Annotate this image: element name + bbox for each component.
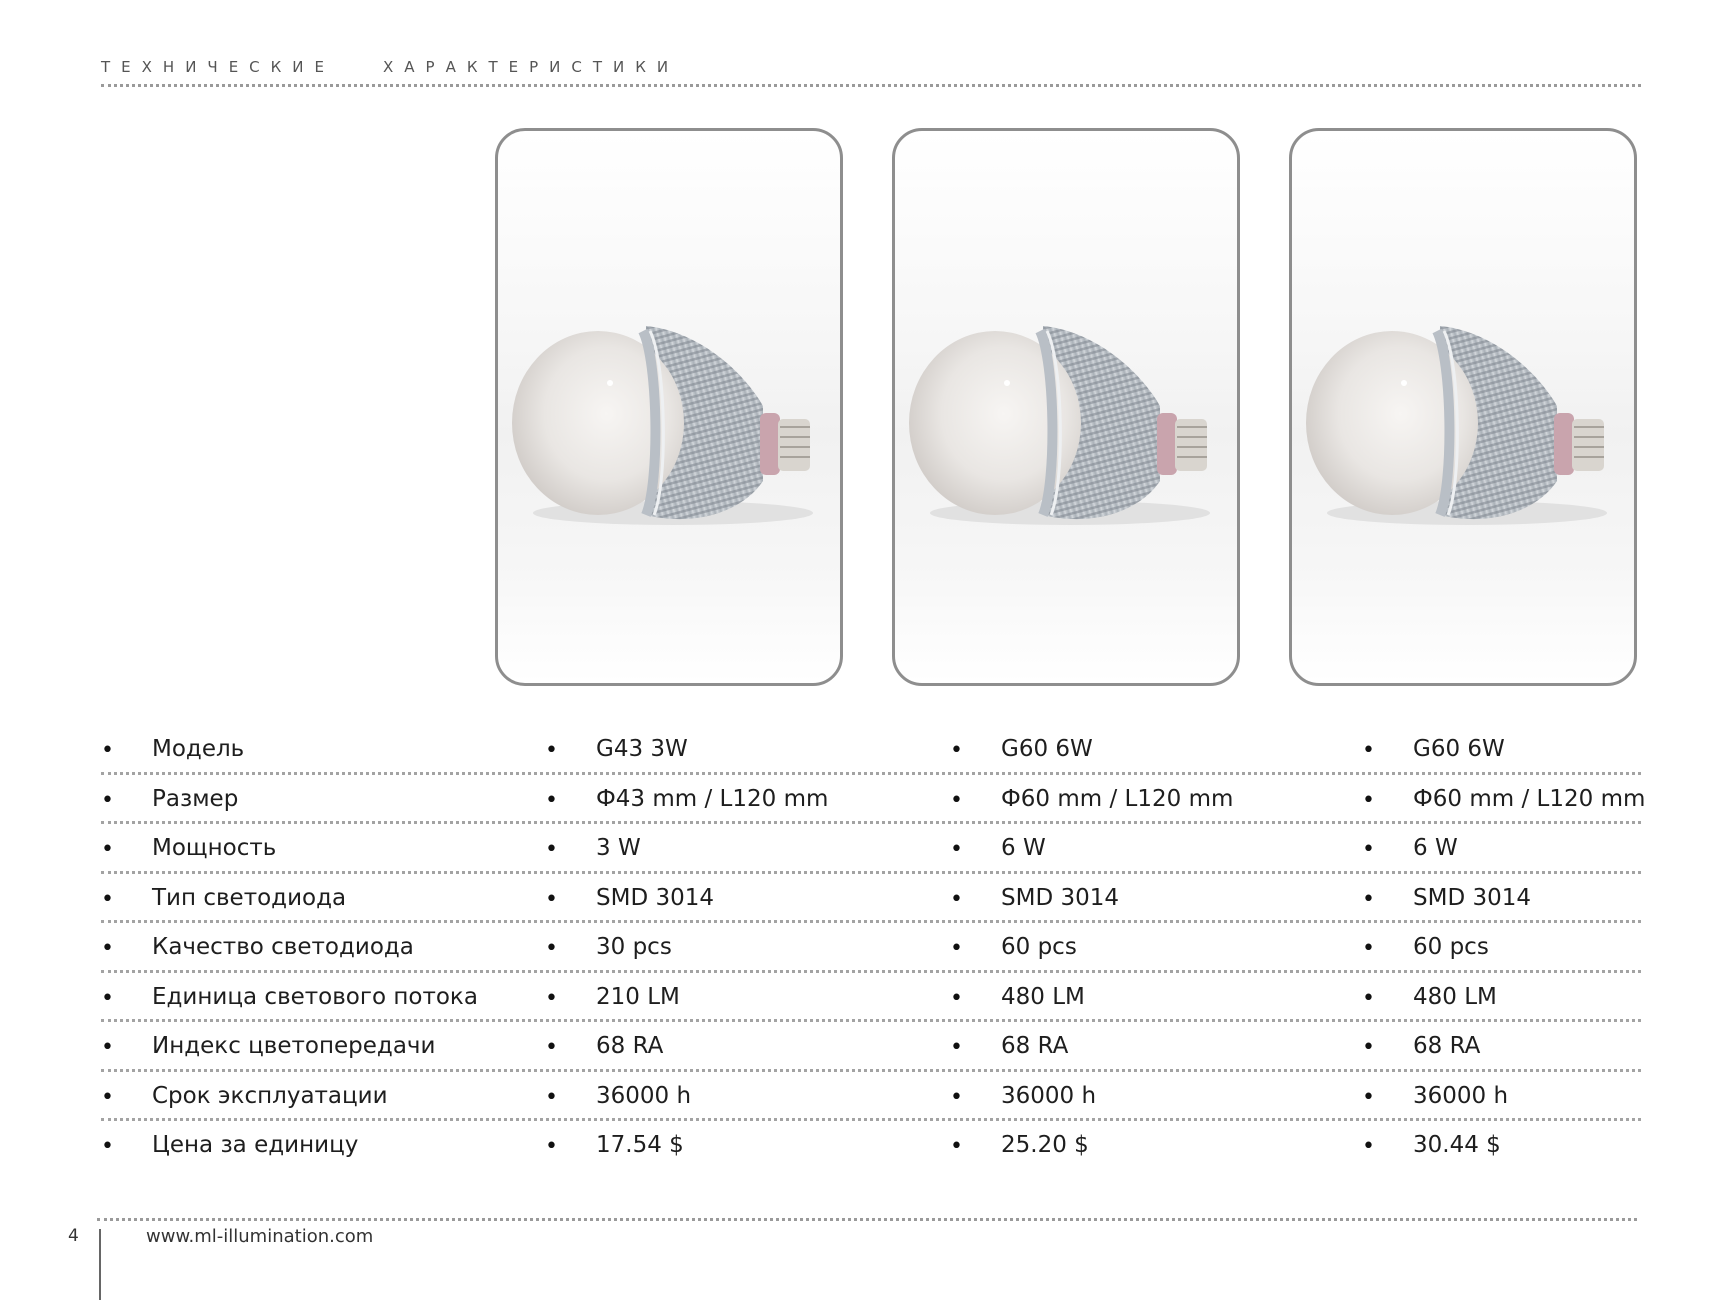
footer-separator <box>99 1229 101 1300</box>
spec-value-3: G60 6W <box>1413 736 1505 762</box>
spec-value-1: 68 RA <box>596 1033 664 1059</box>
spec-value-2: SMD 3014 <box>1001 884 1119 911</box>
spec-label: Тип светодиода <box>152 884 347 911</box>
bullet-icon: • <box>545 837 558 862</box>
spec-value-1: 30 pcs <box>596 934 672 960</box>
bullet-icon: • <box>545 936 558 961</box>
table-row <box>101 1072 1641 1122</box>
bullet-icon: • <box>1362 1084 1375 1110</box>
bullet-icon: • <box>1362 787 1375 813</box>
table-row <box>101 824 1641 874</box>
table-row <box>101 1121 1641 1171</box>
table-row <box>101 973 1641 1023</box>
spec-label: Мощность <box>152 835 277 861</box>
led-bulb-image <box>895 131 1240 686</box>
spec-value-2: 36000 h <box>1001 1082 1097 1109</box>
bullet-icon: • <box>950 1035 963 1060</box>
bullet-icon: • <box>101 985 114 1011</box>
spec-label: Модель <box>152 736 245 762</box>
spec-label: Срок эксплуатации <box>152 1082 388 1109</box>
bullet-icon: • <box>1362 936 1375 961</box>
footer-divider <box>97 1218 1637 1221</box>
spec-value-1: Ф43 mm / L120 mm <box>596 785 829 812</box>
spec-value-2: 68 RA <box>1001 1033 1069 1059</box>
spec-label: Цена за единицу <box>152 1132 359 1158</box>
spec-value-3: 30.44 $ <box>1413 1132 1501 1158</box>
spec-value-2: G60 6W <box>1001 736 1093 762</box>
bullet-icon: • <box>950 1084 963 1110</box>
spec-label: Единица светового потока <box>152 983 478 1010</box>
bullet-icon: • <box>1362 738 1375 763</box>
bullet-icon: • <box>101 1084 114 1110</box>
bullet-icon: • <box>545 1035 558 1060</box>
bullet-icon: • <box>1362 837 1375 862</box>
bullet-icon: • <box>545 738 558 763</box>
product-card-2 <box>892 128 1240 686</box>
table-row <box>101 874 1641 924</box>
spec-value-2: 60 pcs <box>1001 934 1077 960</box>
bullet-icon: • <box>1362 886 1375 912</box>
bullet-icon: • <box>1362 985 1375 1011</box>
bullet-icon: • <box>950 738 963 763</box>
bullet-icon: • <box>101 886 114 912</box>
bullet-icon: • <box>545 787 558 813</box>
spec-value-2: 25.20 $ <box>1001 1132 1089 1158</box>
spec-value-3: SMD 3014 <box>1413 884 1531 911</box>
table-row <box>101 1022 1641 1072</box>
spec-value-2: 480 LM <box>1001 983 1085 1010</box>
footer-url-link[interactable]: www.ml-illumination.com <box>146 1226 374 1247</box>
bullet-icon: • <box>1362 1035 1375 1060</box>
spec-value-1: 3 W <box>596 835 641 861</box>
page-title-word-2: ХАРАКТЕРИСТИКИ <box>383 58 680 76</box>
page-number: 4 <box>68 1226 79 1246</box>
bullet-icon: • <box>101 1035 114 1060</box>
spec-value-3: 6 W <box>1413 835 1458 861</box>
spec-value-1: 17.54 $ <box>596 1132 684 1158</box>
page-title <box>101 58 679 76</box>
spec-label: Качество светодиода <box>152 934 414 960</box>
spec-value-1: 36000 h <box>596 1082 692 1109</box>
spec-value-2: 6 W <box>1001 835 1046 861</box>
bullet-icon: • <box>101 738 114 763</box>
bullet-icon: • <box>101 837 114 862</box>
spec-label: Размер <box>152 785 239 812</box>
spec-value-2: Ф60 mm / L120 mm <box>1001 785 1234 812</box>
bullet-icon: • <box>950 837 963 862</box>
spec-value-3: 68 RA <box>1413 1033 1481 1059</box>
bullet-icon: • <box>545 985 558 1011</box>
bullet-icon: • <box>950 985 963 1011</box>
spec-label: Индекс цветопередачи <box>152 1033 436 1059</box>
spec-value-1: SMD 3014 <box>596 884 714 911</box>
bullet-icon: • <box>545 886 558 912</box>
bullet-icon: • <box>101 1134 114 1159</box>
spec-value-3: 480 LM <box>1413 983 1497 1010</box>
bullet-icon: • <box>545 1134 558 1159</box>
bullet-icon: • <box>101 936 114 961</box>
bullet-icon: • <box>950 936 963 961</box>
bullet-icon: • <box>950 787 963 813</box>
bullet-icon: • <box>545 1084 558 1110</box>
spec-value-1: G43 3W <box>596 736 688 762</box>
led-bulb-image <box>498 131 843 686</box>
page-title-word-1: ТЕХНИЧЕСКИЕ <box>101 58 335 76</box>
spec-table <box>101 725 1646 1171</box>
table-row <box>101 775 1646 825</box>
bullet-icon: • <box>101 787 114 813</box>
spec-value-3: Ф60 mm / L120 mm <box>1413 785 1646 812</box>
bullet-icon: • <box>950 1134 963 1159</box>
bullet-icon: • <box>1362 1134 1375 1159</box>
led-bulb-image <box>1292 131 1637 686</box>
spec-value-3: 60 pcs <box>1413 934 1489 960</box>
spec-value-3: 36000 h <box>1413 1082 1509 1109</box>
bullet-icon: • <box>950 886 963 912</box>
table-row <box>101 725 1641 775</box>
product-card-3 <box>1289 128 1637 686</box>
table-row <box>101 923 1641 973</box>
header-divider <box>101 84 1641 87</box>
product-card-1 <box>495 128 843 686</box>
spec-value-1: 210 LM <box>596 983 680 1010</box>
